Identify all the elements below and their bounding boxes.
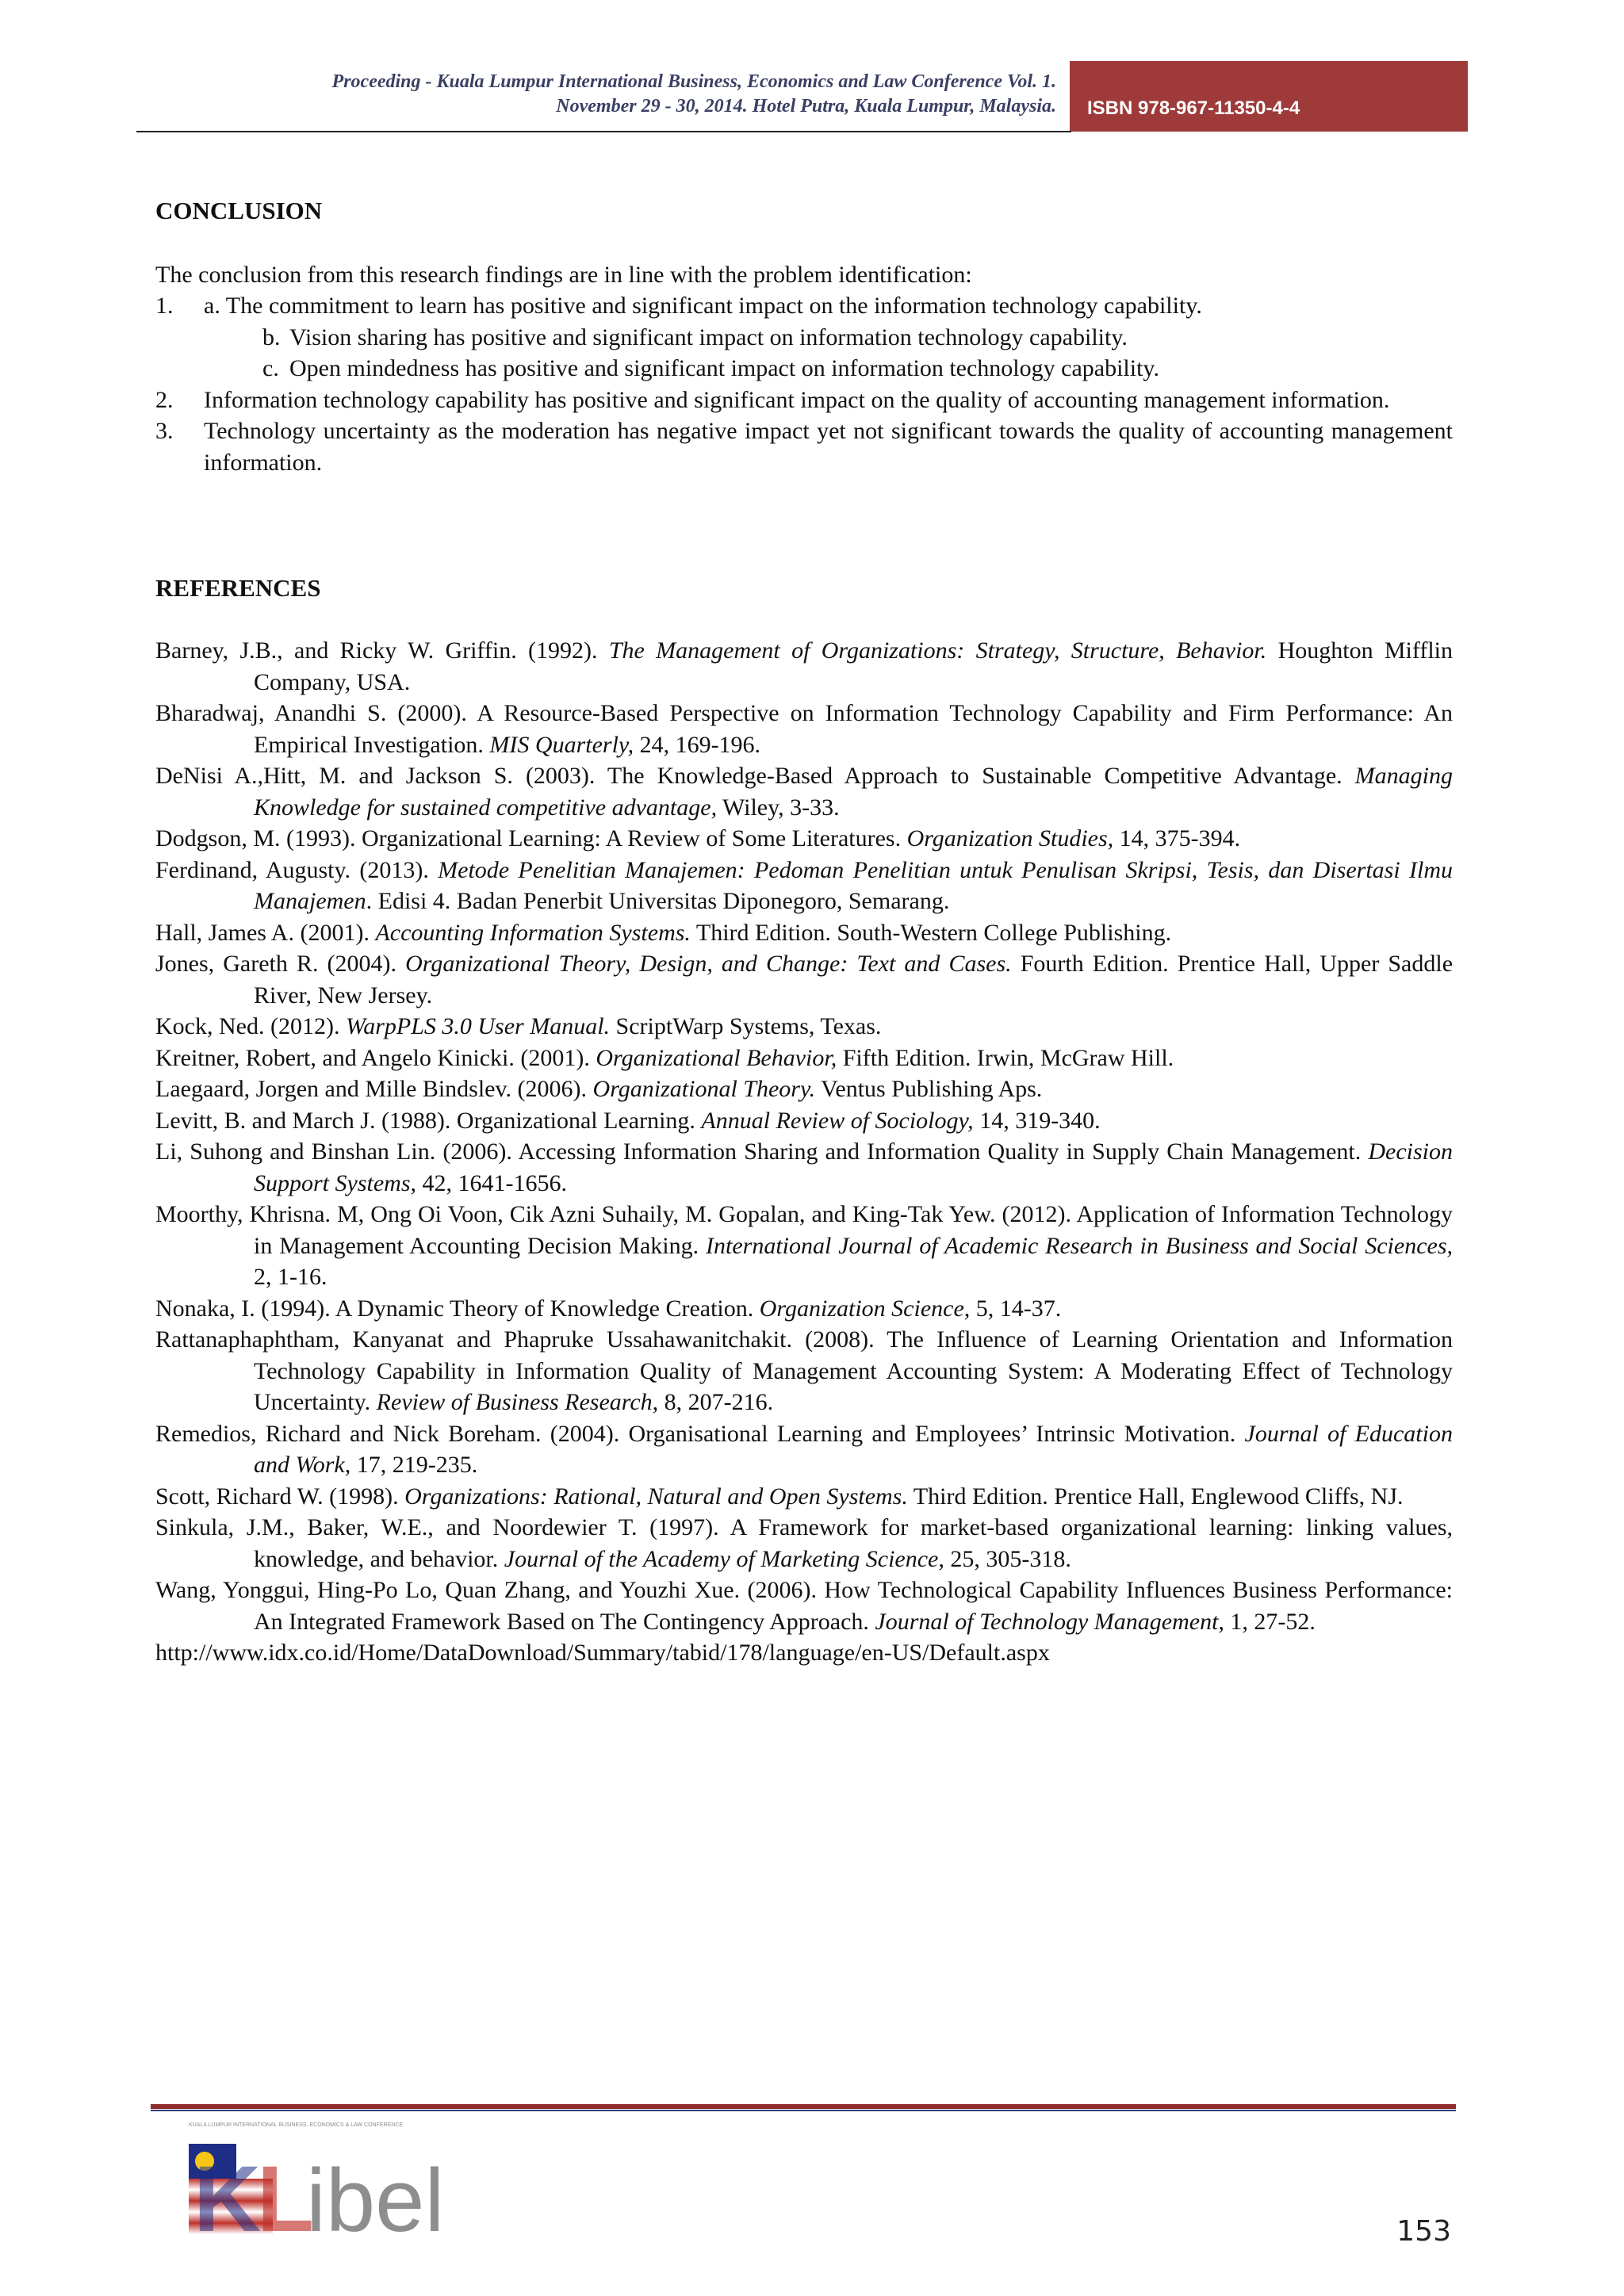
conclusion-number: 3. — [155, 418, 174, 444]
subitem-letter: a. — [204, 293, 220, 319]
reference-details: Wiley, 3-33. — [717, 794, 840, 821]
reference-text: Kreitner, Robert, and Angelo Kinicki. (2001). — [155, 1044, 596, 1071]
reference-source-italic: WarpPLS 3.0 User Manual. — [345, 1013, 611, 1039]
reference-details: . Edisi 4. Badan Penerbit Universitas Diponegoro, Semarang. — [366, 888, 950, 914]
reference-details: Ventus Publishing Aps. — [815, 1076, 1043, 1102]
reference-item — [155, 917, 1453, 949]
subitem-letter: b. — [262, 323, 281, 350]
reference-source-italic: Organizational Theory. — [592, 1076, 816, 1102]
reference-text: Jones, Gareth R. (2004). — [155, 951, 406, 977]
logo-letter-l: L — [257, 2147, 315, 2237]
footer-rule-secondary — [151, 2110, 1456, 2111]
reference-details: 14, 375-394. — [1113, 825, 1241, 851]
proceeding-line2: November 29 - 30, 2014. Hotel Putra, Kuala Lumpur, Malaysia. — [556, 96, 1056, 117]
subitem-letter: c. — [262, 355, 279, 381]
reference-item — [155, 1136, 1453, 1199]
reference-details: 2, 1-16. — [254, 1264, 327, 1290]
reference-source-italic: MIS Quarterly, — [489, 731, 634, 758]
logo-tagline: KUALA LUMPUR INTERNATIONAL BUSINESS, ECONOMICS & LAW CONFERENCE — [189, 2122, 404, 2128]
reference-item — [155, 635, 1453, 698]
reference-source-italic: Organization Studies, — [906, 825, 1114, 851]
reference-details: 25, 305-318. — [944, 1545, 1071, 1572]
conclusion-intro: The conclusion from this research findings are in line with the problem identification: — [155, 262, 972, 288]
reference-item — [155, 1481, 1453, 1513]
reference-text: Li, Suhong and Binshan Lin. (2006). Accessing Information Sharing and Information Quality in Supply Chain Management. — [155, 1138, 1369, 1165]
conclusion-subitem-a — [204, 290, 1453, 322]
reference-text: Levitt, B. and March J. (1988). Organizational Learning. — [155, 1107, 702, 1134]
reference-item — [155, 698, 1453, 760]
conclusion-text: Technology uncertainty as the moderation has negative impact yet not significant towards the quality of accounting management information. — [204, 418, 1453, 476]
reference-text: Laegaard, Jorgen and Mille Bindslev. (2006). — [155, 1076, 593, 1102]
reference-source-italic: Organizational Behavior, — [596, 1044, 837, 1071]
reference-item — [155, 760, 1453, 823]
conclusion-text: Information technology capability has positive and significant impact on the quality of accounting management information. — [204, 386, 1390, 413]
proceeding-line1: Proceeding - Kuala Lumpur International Business, Economics and Law Conference Vol. 1. — [331, 71, 1056, 92]
reference-details: Fifth Edition. Irwin, McGraw Hill. — [837, 1044, 1174, 1071]
reference-details: 14, 319-340. — [973, 1107, 1101, 1134]
reference-item — [155, 1043, 1453, 1074]
reference-item — [155, 1199, 1453, 1293]
reference-details: 8, 207-216. — [658, 1389, 774, 1415]
reference-source-italic: Metode Penelitian Manajemen: Pedoman Penelitian untuk Penulisan Skripsi, Tesis, dan Disertasi Ilmu Manajemen — [254, 856, 1453, 914]
conclusion-subitem-c — [204, 353, 1453, 385]
reference-item — [155, 1324, 1453, 1418]
reference-text: Barney, J.B., and Ricky W. Griffin. (1992). — [155, 637, 609, 664]
logo-letters-ibel: ibel — [306, 2151, 445, 2237]
reference-item — [155, 1293, 1453, 1325]
reference-details: Third Edition. Prentice Hall, Englewood Cliffs, NJ. — [907, 1483, 1404, 1510]
conclusion-item-1 — [155, 290, 1453, 385]
conclusion-subitem-b — [204, 322, 1453, 354]
proceeding-header — [105, 70, 1056, 119]
reference-text: Moorthy, Khrisna. M, Ong Oi Voon, Cik Azni Suhaily, M. Gopalan, and King-Tak Yew. (2012). Application of Information Technology in Management Accounting Decision Making. — [155, 1201, 1453, 1259]
subitem-text: The commitment to learn has positive and significant impact on the information technology capability. — [225, 293, 1202, 319]
reference-text: Dodgson, M. (1993). Organizational Learning: A Review of Some Literatures. — [155, 825, 907, 851]
isbn-box: ISBN 978-967-11350-4-4 — [1070, 61, 1468, 132]
reference-source-italic: Decision Support Systems — [254, 1138, 1453, 1196]
reference-text: Kock, Ned. (2012). — [155, 1013, 346, 1039]
reference-text: Scott, Richard W. (1998). — [155, 1483, 405, 1510]
reference-details: 24, 169-196. — [634, 731, 761, 758]
reference-text: Hall, James A. (2001). — [155, 919, 376, 946]
reference-text: Ferdinand, Augusty. (2013). — [155, 856, 439, 883]
reference-details: Houghton Mifflin Company, USA. — [254, 637, 1453, 695]
reference-text: Bharadwaj, Anandhi S. (2000). A Resource-Based Perspective on Information Technology Capability and Firm Performance: An Empirical Investigation. — [155, 700, 1453, 758]
header-divider — [136, 131, 1071, 132]
reference-item — [155, 1073, 1453, 1105]
reference-text: DeNisi A.,Hitt, M. and Jackson S. (2003). The Knowledge-Based Approach to Sustainable Competitive Advantage. — [155, 763, 1355, 789]
references-heading: REFERENCES — [155, 574, 321, 602]
reference-source-italic: Organizations: Rational, Natural and Open Systems. — [404, 1483, 908, 1510]
reference-source-italic: International Journal of Academic Research in Business and Social Sciences, — [706, 1232, 1454, 1259]
reference-details: 17, 219-235. — [350, 1452, 478, 1478]
reference-item — [155, 1512, 1453, 1575]
reference-item — [155, 948, 1453, 1011]
reference-details: Third Edition. South-Western College Publishing. — [690, 919, 1172, 946]
reference-text: http://www.idx.co.id/Home/DataDownload/Summary/tabid/178/language/en-US/Default.aspx — [155, 1640, 1050, 1666]
reference-source-italic: Organizational Theory, Design, and Change: Text and Cases. — [405, 951, 1012, 977]
reference-item — [155, 823, 1453, 855]
reference-item — [155, 1575, 1453, 1637]
reference-item — [155, 1418, 1453, 1481]
reference-source-italic: Journal of Technology Management, — [875, 1608, 1224, 1635]
reference-item — [155, 1105, 1453, 1137]
reference-source-italic: Managing Knowledge for sustained competitive advantage, — [254, 763, 1453, 821]
reference-source-italic: Review of Business Research, — [376, 1389, 659, 1415]
reference-item — [155, 855, 1453, 917]
subitem-text: Vision sharing has positive and significant impact on information technology capability. — [289, 323, 1128, 350]
reference-details: 5, 14-37. — [970, 1295, 1062, 1322]
reference-source-italic: Journal of Education and Work, — [254, 1420, 1453, 1478]
reference-text: Nonaka, I. (1994). A Dynamic Theory of Knowledge Creation. — [155, 1295, 760, 1322]
reference-details: , 42, 1641-1656. — [410, 1169, 567, 1196]
conclusion-item-2 — [155, 385, 1453, 416]
references-list — [155, 635, 1453, 1669]
reference-source-italic: Journal of the Academy of Marketing Science, — [504, 1545, 944, 1572]
subitem-text: Open mindedness has positive and significant impact on information technology capability. — [289, 355, 1159, 381]
footer-rule — [151, 2104, 1456, 2109]
reference-details: 1, 27-52. — [1224, 1608, 1316, 1635]
logo-letter-k: K — [193, 2147, 262, 2237]
reference-text: Remedios, Richard and Nick Boreham. (2004). Organisational Learning and Employees’ Intrinsic Motivation. — [155, 1420, 1245, 1447]
conclusion-list — [155, 290, 1453, 478]
conclusion-item-3 — [155, 415, 1453, 478]
conclusion-number: 2. — [155, 386, 174, 413]
reference-details: ScriptWarp Systems, Texas. — [610, 1013, 882, 1039]
page-number: 153 — [1396, 2215, 1451, 2248]
conclusion-heading: CONCLUSION — [155, 197, 323, 224]
reference-text: Wang, Yonggui, Hing-Po Lo, Quan Zhang, and Youzhi Xue. (2006). How Technological Capability Influences Business Performance: An Integrated Framework Based on The Contingency Approach. — [155, 1577, 1453, 1635]
reference-source-italic: Organization Science, — [759, 1295, 971, 1322]
conclusion-number: 1. — [155, 293, 174, 319]
reference-details: Fourth Edition. Prentice Hall, Upper Saddle River, New Jersey. — [254, 951, 1454, 1008]
reference-source-italic: Annual Review of Sociology, — [701, 1107, 974, 1134]
reference-source-italic: Accounting Information Systems. — [375, 919, 691, 946]
reference-source-italic: The Management of Organizations: Strategy, Structure, Behavior. — [608, 637, 1267, 664]
reference-text: Rattanaphaphtham, Kanyanat and Phapruke Ussahawanitchakit. (2008). The Influence of Learning Orientation and Information Technology Capability in Information Quality of Management Accounting System: A Moderating Effect of Technology Uncertainty. — [155, 1326, 1453, 1415]
reference-item — [155, 1637, 1453, 1669]
klibel-logo — [187, 2118, 457, 2237]
reference-text: Sinkula, J.M., Baker, W.E., and Noordewier T. (1997). A Framework for market-based organizational learning: linking values, knowledge, and behavior. — [155, 1514, 1453, 1572]
reference-item — [155, 1011, 1453, 1043]
